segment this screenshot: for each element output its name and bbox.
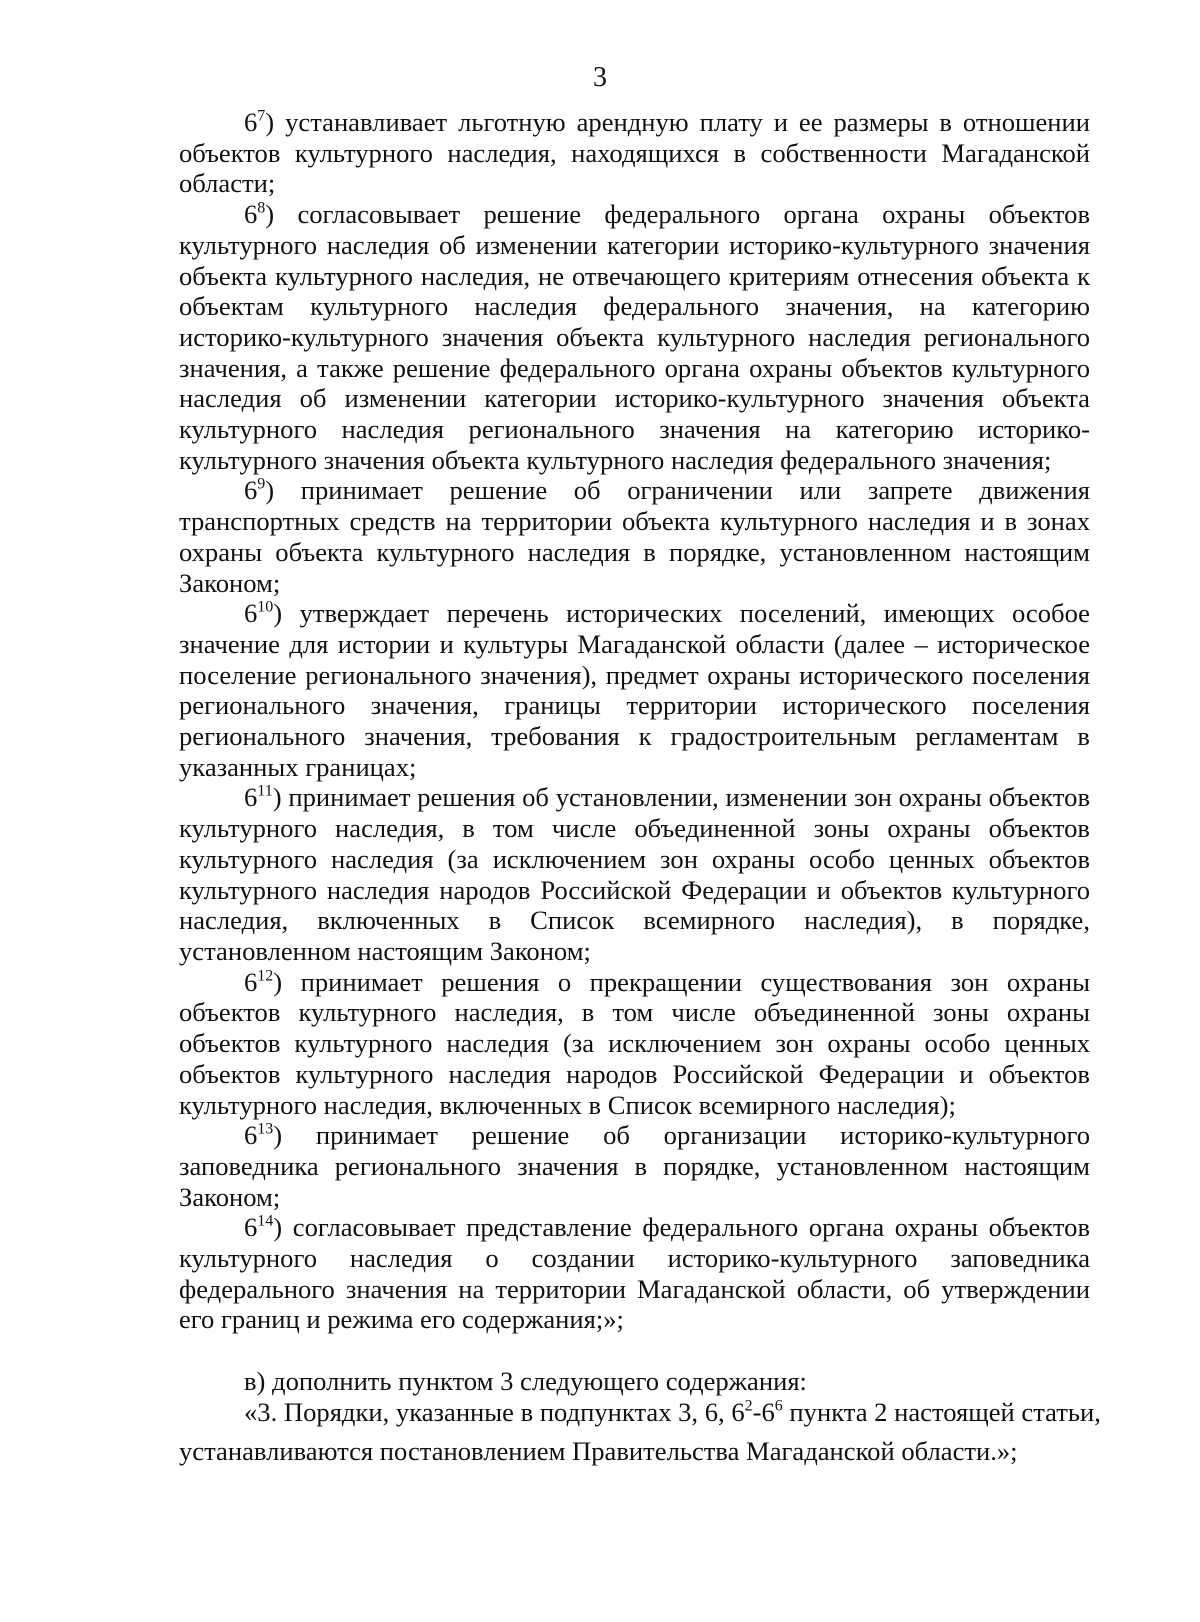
superscript: 14 [257,1212,274,1230]
superscript: 10 [257,598,274,616]
list-item: $6^9$) принимает решение об ограничении или запрете движения транспортных средств на территории объекта культурного наследия и в зонах охраны объекта культурного наследия в порядке, установленном настоящим Законом; [179,475,1090,598]
superscript: 11 [257,783,273,801]
superscript: 13 [257,1120,274,1138]
superscript: 8 [257,199,266,217]
list-item: $6^{11}$) принимает решения об установлении, изменении зон охраны объектов культурного наследия, в том числе объединенной зоны охраны объектов культурного наследия (за исключением зон охраны особо ценных объектов культурного наследия народов Российской Федерации и объектов культурного наследия, включенных в Список всемирного наследия), в порядке, установленном настоящим Законом; [179,782,1090,966]
list-item: $6^7$) устанавливает льготную арендную плату и ее размеры в отношении объектов культурного наследия, находящихся в собственности Магаданской области; [179,107,1090,199]
amendment-quote: «3. Порядки, указанные в подпунктах 3, 6, $6^2-6^6$ пункта 2 настоящей статьи, [244,1396,1101,1427]
page-number: 3 [593,62,607,93]
superscript: 9 [257,476,266,494]
amendment-intro: в) дополнить пунктом 3 следующего содержания: [244,1366,807,1397]
list-item: $6^8$) согласовывает решение федерального органа охраны объектов культурного наследия об изменении категории историко-культурного значения объекта культурного наследия, не отвечающего критериям отнесения объекта к объектам культурного наследия федерального значения, на категорию историко-культурного значения объекта культурного наследия регионального значения, а также решение федерального органа охраны объектов культурного наследия об изменении категории историко-культурного значения объекта культурного наследия регионального значения на категорию историко-культурного значения объекта культурного наследия федерального значения; [179,199,1090,475]
amendment-quote-continuation: устанавливаются постановлением Правительства Магаданской области.»; [179,1436,1018,1466]
document-body [179,107,1101,1428]
superscript: 6 [774,1397,783,1415]
superscript: 12 [257,967,274,985]
list-item: $6^{13}$) принимает решение об организации историко-культурного заповедника регионального значения в порядке, установленном настоящим Законом; [179,1120,1090,1212]
list-item: $6^{12}$) принимает решения о прекращении существования зон охраны объектов культурного наследия, в том числе объединенной зоны охраны объектов культурного наследия (за исключением зон охраны особо ценных объектов культурного наследия народов Российской Федерации и объектов культурного наследия, включенных в Список всемирного наследия); [179,966,1090,1120]
paragraph-gap [179,1335,1090,1366]
list-item: $6^{14}$) согласовывает представление федерального органа охраны объектов культурного наследия о создании историко-культурного заповедника федерального значения на территории Магаданской области, об утверждении его границ и режима его содержания;»; [179,1212,1090,1335]
superscript: 7 [257,107,266,125]
superscript: 2 [744,1397,753,1415]
list-item: $6^{10}$) утверждает перечень исторических поселений, имеющих особое значение для истории и культуры Магаданской области (далее – историческое поселение регионального значения), предмет охраны исторического поселения регионального значения, границы территории исторического поселения регионального значения, требования к градостроительным регламентам в указанных границах; [179,598,1090,782]
